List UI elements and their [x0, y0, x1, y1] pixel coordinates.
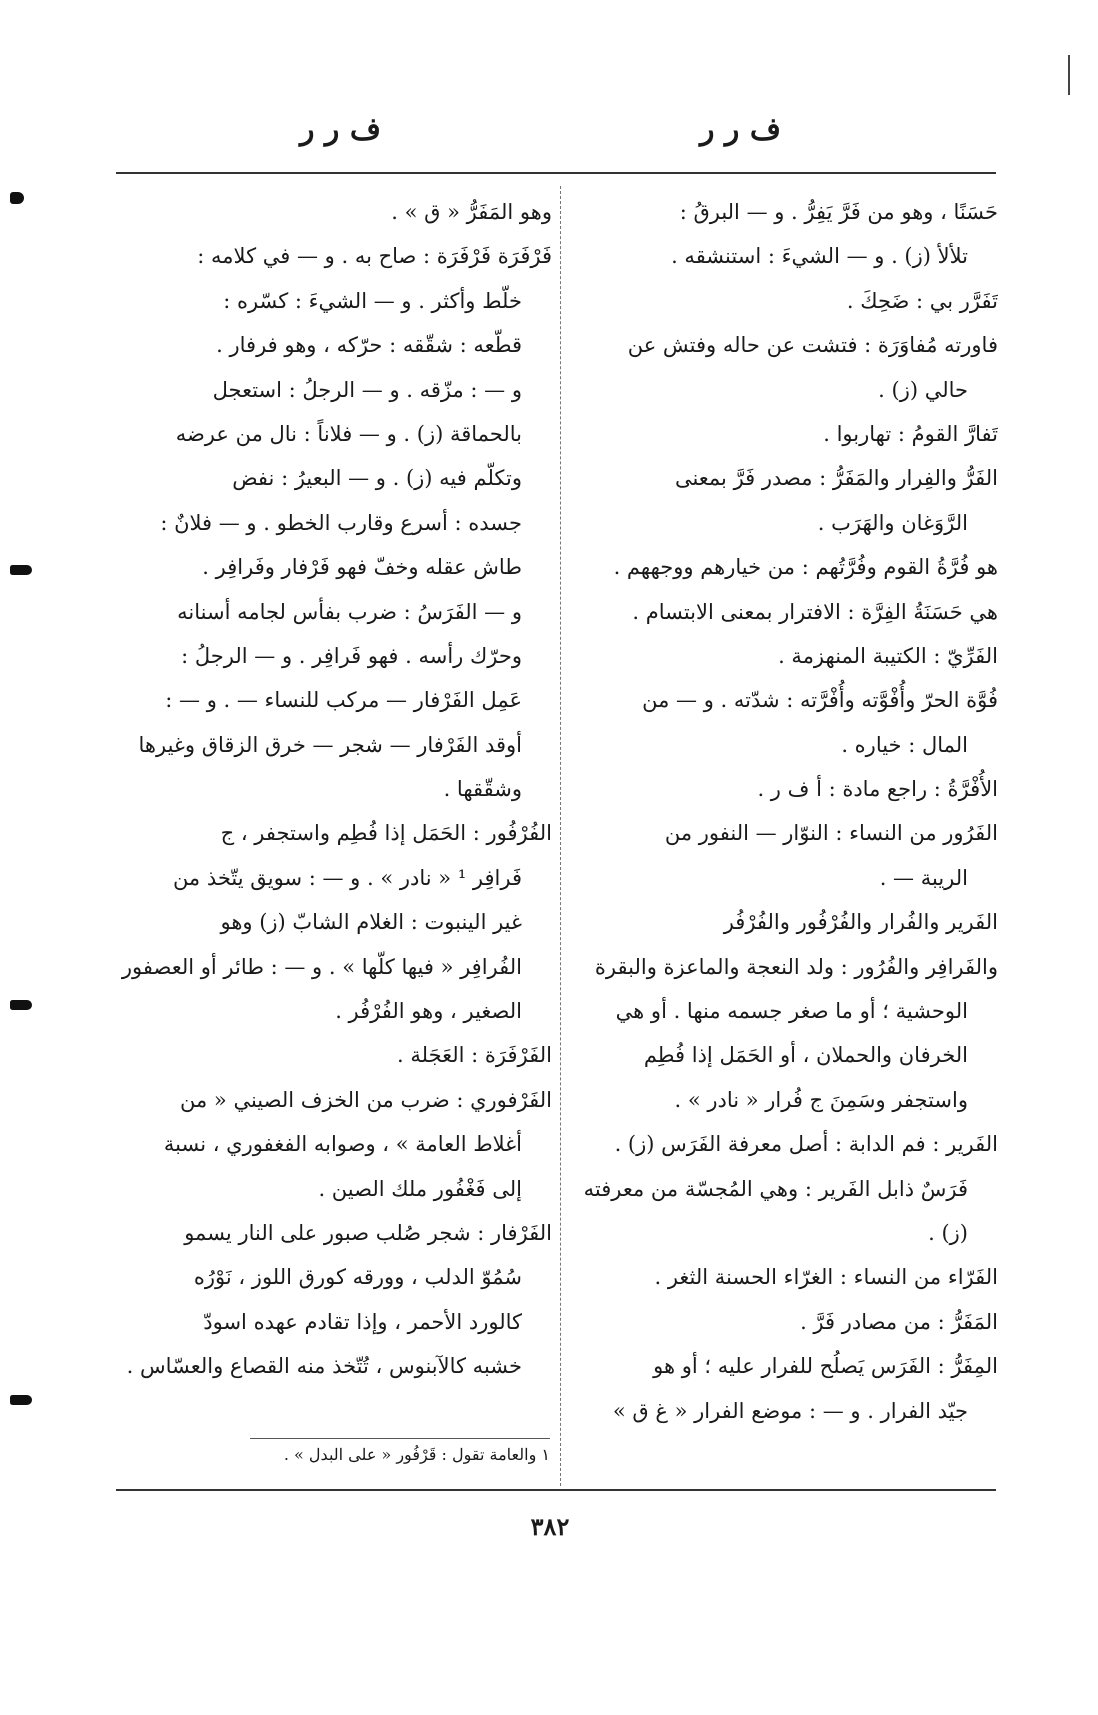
entry-line: المِفَرُّ : الفَرَس يَصلُح للفرار عليه ؛ أو هو [653, 1354, 998, 1379]
entry-line: بالحماقة (ز) . و — فلاناً : نال من عرضه [175, 421, 522, 446]
running-header-left: ف ر ر [300, 112, 381, 147]
right-column [570, 190, 998, 1433]
footer-rule [116, 1489, 996, 1491]
entry-line: سُمُوّ الدلب ، وورقه كورق اللوز ، نَوْرُه [193, 1265, 522, 1290]
entry-line: وشقّقها . [443, 777, 522, 802]
entry-line: خشبه كالآبنوس ، تُتّخذ منه القصاع والعسّاس . [126, 1354, 522, 1379]
entry-line: فَرَسٌ ذابل الفَرير : وهي المُجسّة من معرفته [583, 1176, 968, 1201]
footnote: ١ والعامة تقول : قَرْفُور « على البدل » . [283, 1445, 550, 1464]
entry-line: قطّعه : شقّقه : حرّكه ، وهو فرفار . [216, 333, 522, 358]
entry-line: واستجفر وسَمِنَ ج فُرار « نادر » . [674, 1087, 968, 1112]
entry-line: فُوَّة الحرّ وأُفْوَّته وأُفْرَّته : شدّته . و — من [642, 688, 998, 713]
entry-line: الريبة — . [879, 865, 968, 890]
entry-line: أوقد الفَرْفار — شجر — خرق الزقاق وغيرها [138, 732, 522, 757]
entry-line: والفَرافِر والفُرُور : ولد النعجة والماعزة والبقرة [594, 954, 998, 979]
entry-line: جيّد الفرار . و — : موضع الفرار « غ ق » [612, 1398, 968, 1423]
entry-line: وتكلّم فيه (ز) . و — البعيرُ : نفض [232, 466, 522, 491]
entry-line: فاورته مُفاوَرَة : فتشت عن حاله وفتش عن [627, 333, 998, 358]
entry-line: الفَرير : فم الدابة : أصل معرفة الفَرَس (ز) . [614, 1132, 998, 1157]
left-column [110, 190, 552, 1389]
entry-line: جسده : أسرع وقارب الخطو . و — فلانٌ : [160, 510, 522, 535]
page-edge-mark [1068, 55, 1070, 95]
entry-line: الفَرير والفُرار والفُرْفُور والفُرْفُر [723, 910, 998, 935]
entry-line: وحرّك رأسه . فهو فَرافِر . و — الرجلُ : [181, 643, 522, 668]
entry-line: المال : خياره . [841, 732, 968, 757]
margin-mark [10, 1395, 32, 1405]
entry-line: الوحشية ؛ أو ما صغر جسمه منها . أو هي [615, 999, 968, 1024]
page-number: ٣٨٢ [530, 1512, 570, 1541]
entry-line: إلى فَغْفُور ملك الصين . [318, 1176, 522, 1201]
entry-line: حَسَنًا ، وهو من فَرَّ يَفِرُّ . و — البرقُ : [679, 200, 998, 224]
entry-line: الفُرْفُور : الحَمَل إذا فُطِم واستجفر ، ج [220, 821, 552, 846]
entry-line: الرَّوَغان والهَرَب . [817, 510, 968, 535]
running-header-right: ف ر ر [700, 112, 781, 147]
entry-line: الفَرُّ والفِرار والمَفَرُّ : مصدر فَرَّ بمعنى [674, 466, 998, 491]
entry-line: المَفَرُّ : من مصادر فَرَّ . [800, 1309, 998, 1334]
entry-line: الفَرِّيّ : الكتيبة المنهزمة . [778, 643, 998, 668]
margin-mark [10, 565, 32, 575]
entry-line: الفَرُور من النساء : النوّار — النفور من [664, 821, 998, 846]
entry-line: عَمِل الفَرْفار — مركب للنساء — . و — : [165, 688, 522, 713]
entry-line: فَرافِر ¹ « نادر » . و — : سويق يتّخذ من [172, 865, 522, 890]
entry-line: الفَرْفوري : ضرب من الخزف الصيني « من [180, 1087, 552, 1112]
entry-line: الصغير ، وهو الفُرْفُر . [335, 999, 522, 1024]
entry-line: الأُفْرَّةُ : راجع مادة : أ ف ر . [757, 777, 998, 802]
entry-line: تَفارَّ القومُ : تهاربوا . [823, 421, 998, 446]
header-rule [116, 172, 996, 174]
entry-line: الخرفان والحملان ، أو الحَمَل إذا فُطِم [643, 1043, 968, 1068]
entry-line: كالورد الأحمر ، وإذا تقادم عهده اسودّ [203, 1309, 522, 1334]
entry-line: أغلاط العامة » ، وصوابه الفغفوري ، نسبة [163, 1132, 522, 1157]
entry-line: تلألأ (ز) . و — الشيءَ : استنشقه . [671, 244, 968, 269]
entry-line: تَفَرَّر بي : ضَحِكَ . [846, 288, 998, 313]
margin-mark [10, 1000, 32, 1010]
entry-line: هي حَسَنَةُ الفِرَّة : الافترار بمعنى الابتسام . [632, 599, 998, 624]
entry-line: و — : مزّقه . و — الرجلُ : استعجل [212, 377, 522, 402]
entry-line: و — الفَرَسُ : ضرب بفأس لجامه أسنانه [177, 599, 522, 624]
entry-line: الفَرْفَرَة : العَجَلة . [397, 1043, 552, 1068]
footnote-rule [250, 1438, 550, 1439]
entry-line: الفَرّاء من النساء : الغرّاء الحسنة الثغر . [654, 1265, 998, 1290]
entry-line: الفَرْفار : شجر صُلب صبور على النار يسمو [184, 1220, 552, 1245]
entry-line: غير الينبوت : الغلام الشابّ (ز) وهو [220, 910, 522, 935]
margin-mark [10, 192, 24, 204]
entry-line: هو فُرَّةُ القوم وفُرَّتُهم : من خيارهم ووجههم . [613, 555, 998, 580]
entry-line: حالي (ز) . [878, 377, 968, 402]
entry-line: طاش عقله وخفّ فهو فَرْفار وفَرافِر . [202, 555, 522, 580]
entry-line: وهو المَفَرُّ « ق » . [391, 200, 552, 224]
entry-line: (ز) . [928, 1220, 968, 1245]
entry-line: فَرْفَرَة فَرْفَرَة : صاح به . و — في كلامه : [197, 244, 552, 269]
entry-line: خلّط وأكثر . و — الشيءَ : كسّره : [223, 288, 522, 313]
column-divider [560, 186, 561, 1486]
entry-line: الفُرافِر « فيها كلّها » . و — : طائر أو العصفور [121, 954, 522, 979]
